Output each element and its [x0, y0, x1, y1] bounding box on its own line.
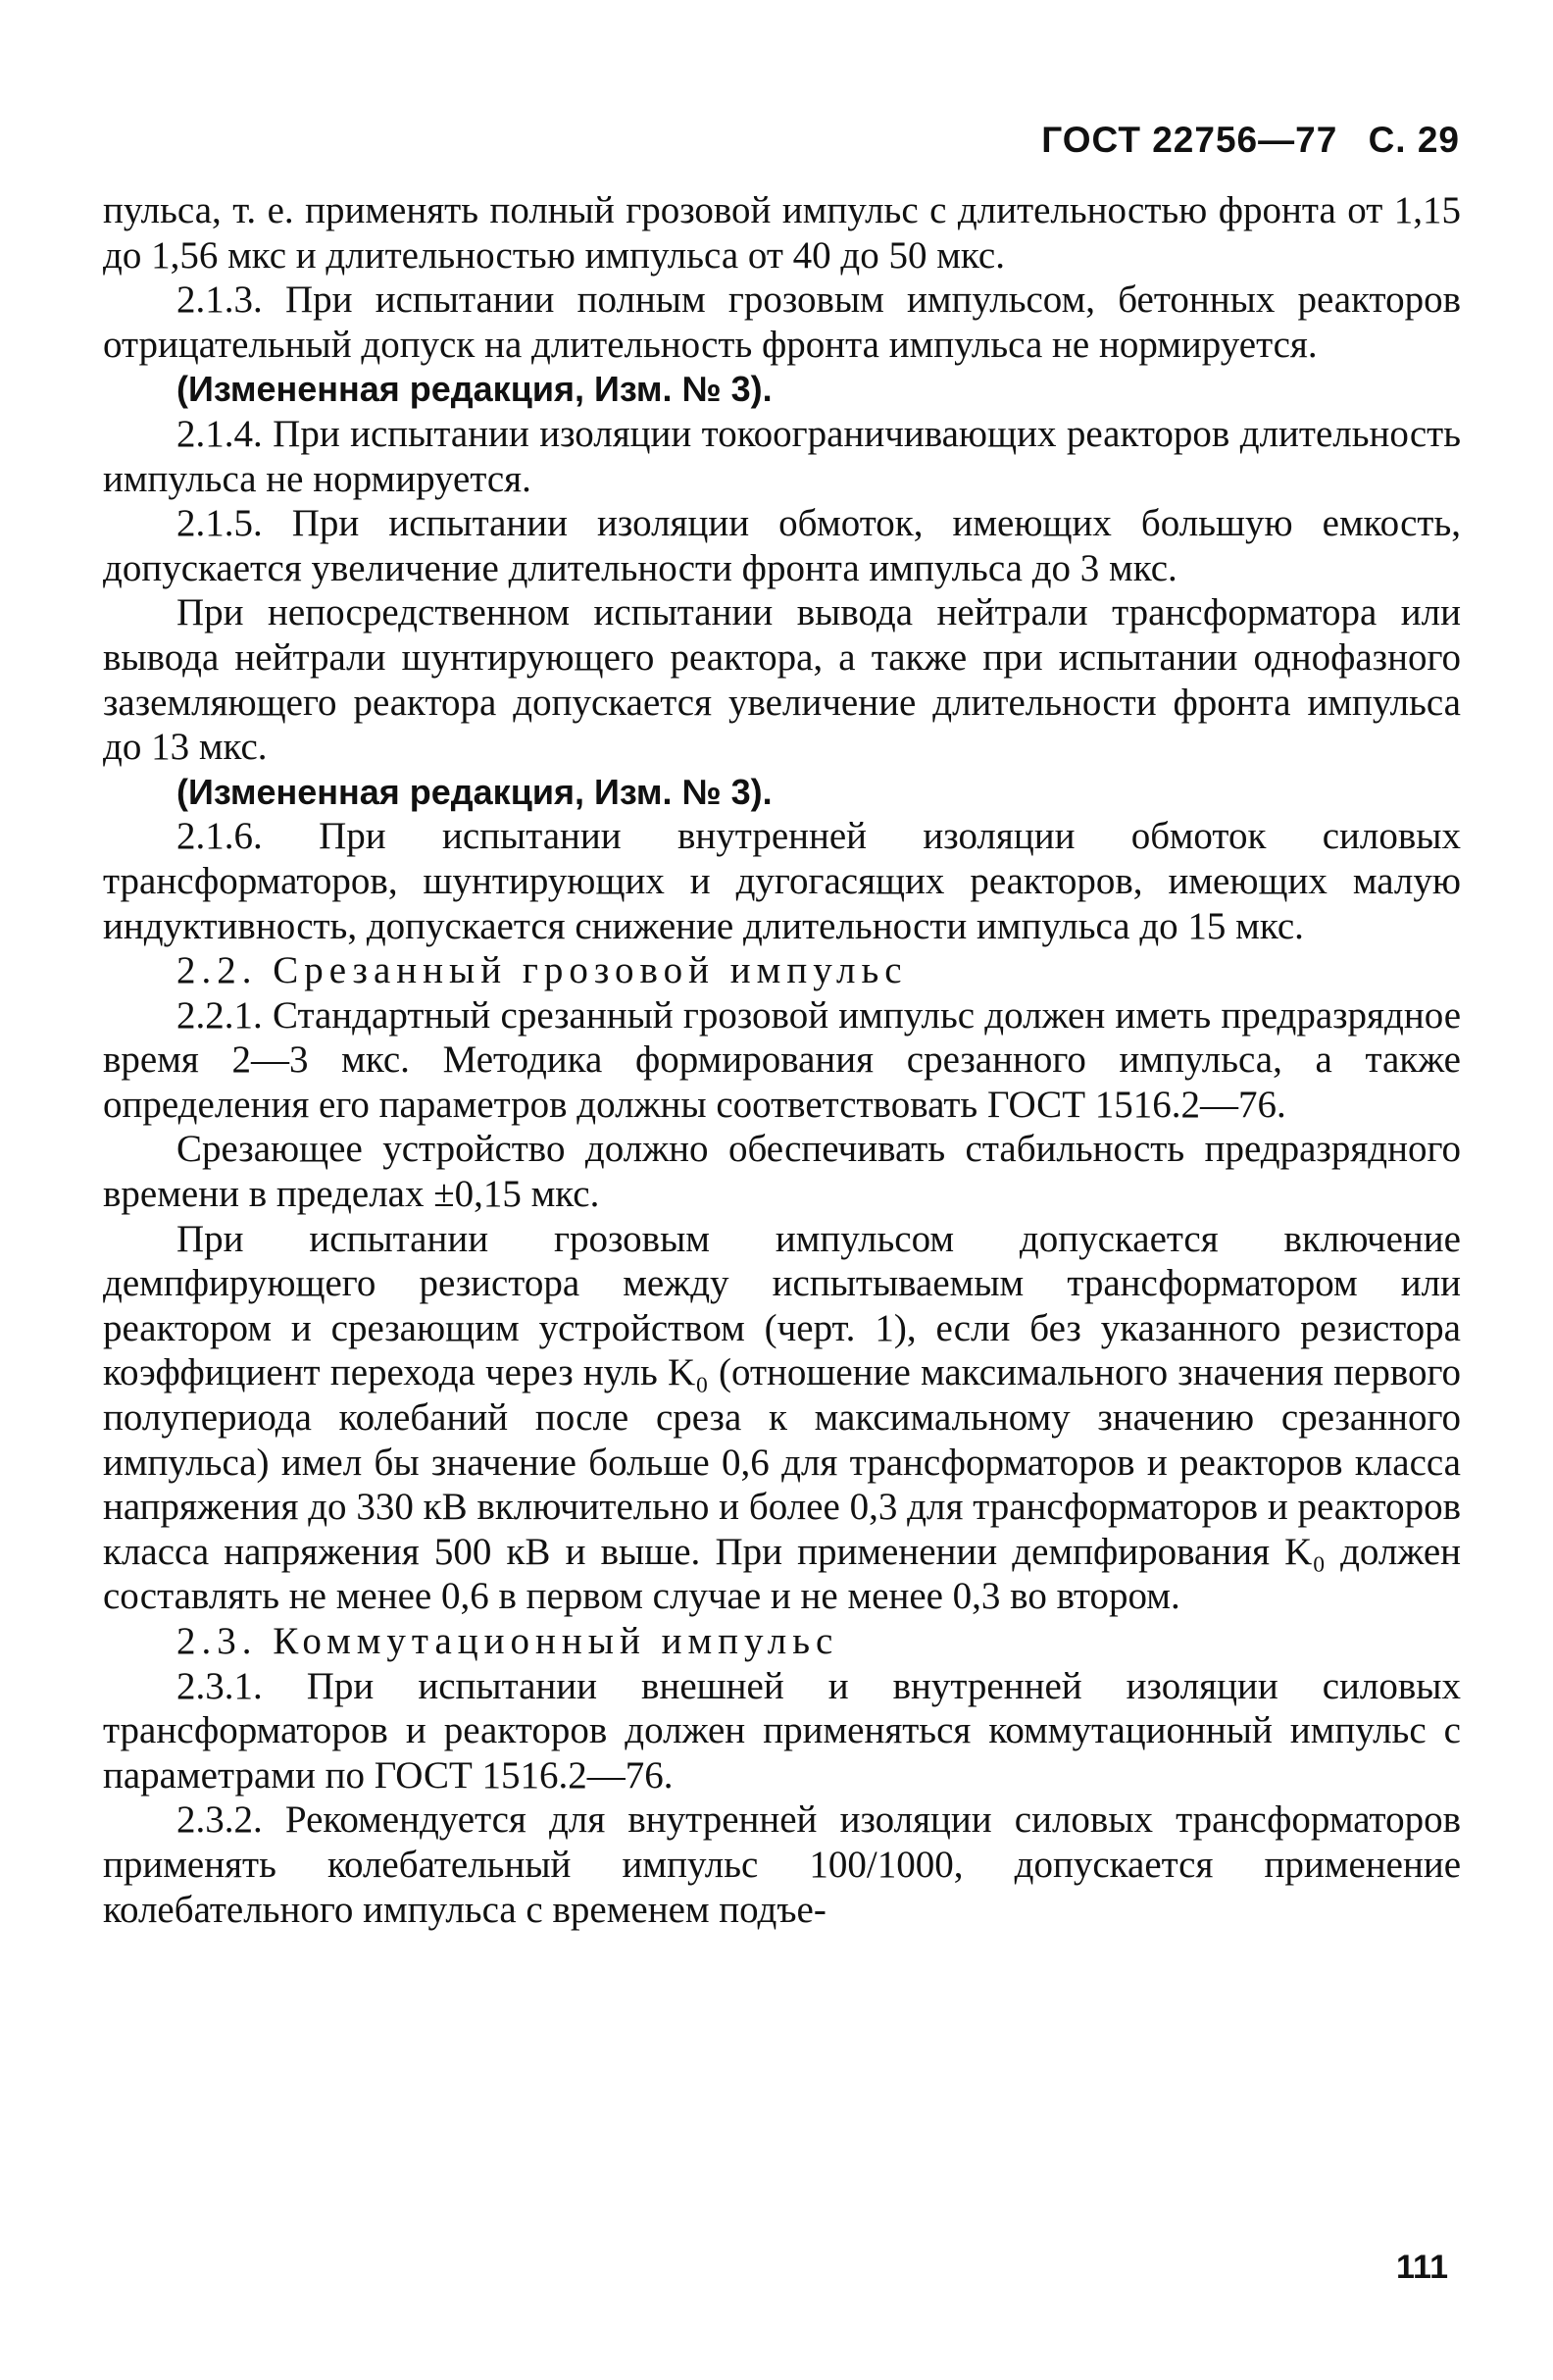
amendment-note: (Измененная редакция, Изм. № 3).	[176, 369, 773, 410]
standard-number: ГОСТ 22756—77	[1041, 120, 1338, 160]
clause-2-1-4: 2.1.4. При испытании изоляции токоограничивающих реакторов длительность импульса не нормируется.	[103, 412, 1461, 500]
page-header	[1022, 120, 1460, 161]
paragraph: Срезающее устройство должно обеспечивать стабильность предразрядного времени в пределах ±0,15 мкс.	[103, 1128, 1461, 1216]
clause-2-3-2: 2.3.2. Рекомендуется для внутренней изоляции силовых трансформаторов применять колебательный импульс 100/1000, допускается применение колебательного импульса с временем подъе-	[103, 1798, 1461, 1931]
paragraph: При непосредственном испытании вывода нейтрали трансформатора или вывода нейтрали шунтирующего реактора, а также при испытании однофазного заземляющего реактора допускается увеличение длительности фронта импульса до 13 мкс.	[103, 591, 1461, 769]
clause-2-1-3: 2.1.3. При испытании полным грозовым импульсом, бетонных реакторов отрицательный допуск на длительность фронта импульса не нормируется.	[103, 279, 1461, 366]
clause-2-1-6: 2.1.6. При испытании внутренней изоляции обмоток силовых трансформаторов, шунтирующих и дугогасящих реакторов, имеющих малую индуктивность, допускается снижение длительности импульса до 15 мкс.	[103, 815, 1461, 947]
page-indicator: С. 29	[1368, 120, 1460, 160]
paragraph: пульса, т. е. применять полный грозовой импульс с длительностью фронта от 1,15 до 1,56 мкс и длительностью импульса от 40 до 50 мкс.	[103, 189, 1461, 277]
paragraph: При испытании грозовым импульсом допускается включение демпфирующего резистора между испытываемым трансформатором или реактором и срезающим устройством (черт. 1), если без указанного резистора коэффициент перехода через нуль K₀ (отношение максимального значения первого полупериода колебаний после среза к максимальному значению срезанного импульса) имел бы значение больше 0,6 для трансформаторов и реакторов класса напряжения до 330 кВ включительно и более 0,3 для трансформаторов и реакторов класса напряжения 500 кВ и выше. При применении демпфирования K₀ должен составлять не менее 0,6 в первом случае и не менее 0,3 во втором.	[103, 1217, 1461, 1618]
document-body	[103, 188, 1461, 1932]
clause-2-3-1: 2.3.1. При испытании внешней и внутренней изоляции силовых трансформаторов и реакторов должен применяться коммутационный импульс с параметрами по ГОСТ 1516.2—76.	[103, 1664, 1461, 1797]
clause-2-1-5: 2.1.5. При испытании изоляции обмоток, имеющих большую емкость, допускается увеличение длительности фронта импульса до 3 мкс.	[103, 502, 1461, 589]
clause-2-2-1: 2.2.1. Стандартный срезанный грозовой импульс должен иметь предразрядное время 2—3 мкс. Методика формирования срезанного импульса, а также определения его параметров должны соответствовать ГОСТ 1516.2—76.	[103, 993, 1461, 1126]
amendment-note: (Измененная редакция, Изм. № 3).	[176, 771, 773, 812]
section-heading-2-3: 2.3. Коммутационный импульс	[176, 1620, 839, 1662]
page-number: 111	[1396, 2249, 1448, 2286]
section-heading-2-2: 2.2. Срезанный грозовой импульс	[176, 949, 908, 992]
